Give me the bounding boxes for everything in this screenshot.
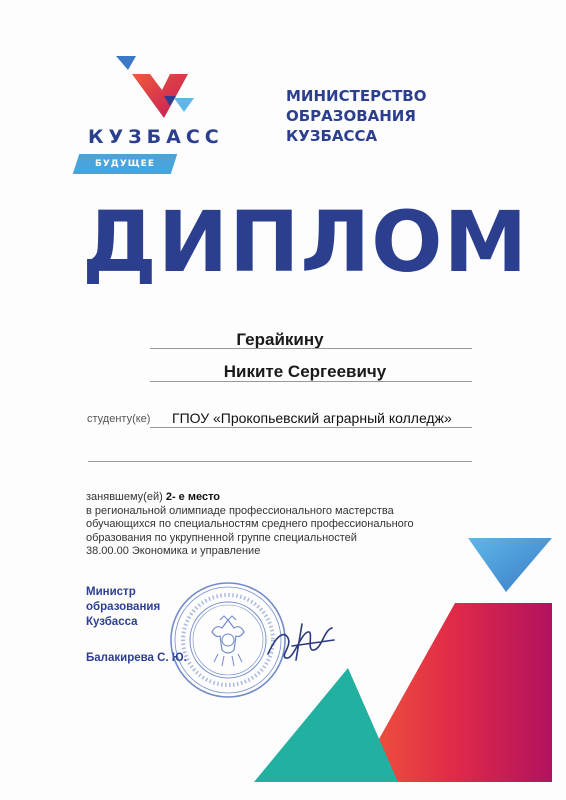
institution-name: ГПОУ «Прокопьевский аграрный колледж» (172, 410, 452, 426)
logo-badge (73, 154, 177, 174)
diploma-heading: ДИПЛОМ (82, 193, 529, 291)
award-first-line (86, 491, 466, 505)
award-line: в региональной олимпиаде профессионального мастерства (86, 504, 394, 517)
student-label: студенту(ке) (87, 413, 151, 425)
award-place: 2- е место (165, 491, 221, 503)
signer-title-line: образования (86, 601, 161, 613)
ministry-title (286, 86, 486, 146)
award-line: 38.00.00 Экономика и управление (86, 545, 261, 557)
ministry-line: ОБРАЗОВАНИЯ (286, 107, 416, 125)
kuzbass-logo (76, 56, 256, 176)
award-line: образования по укрупненной группе специальностей (86, 531, 357, 544)
ministry-line: КУЗБАССА (286, 127, 378, 145)
logo-badge-text: БУДУЩЕЕ (95, 159, 155, 169)
award-line: обучающихся по специальностям среднего профессионального (86, 518, 414, 530)
signature-icon (262, 616, 342, 666)
recipient-surname: Герайкину (236, 330, 324, 349)
ministry-line: МИНИСТЕРСТВО (286, 87, 427, 105)
award-text (86, 491, 466, 559)
blue-corner-triangle (468, 538, 552, 592)
signer-title-line: Кузбасса (86, 616, 138, 628)
institution-underline (150, 427, 472, 428)
signer-title-line: Министр (86, 586, 136, 598)
logo-wordmark: КУЗБАСС (88, 126, 224, 148)
surname-underline (150, 348, 472, 349)
recipient-given-names: Никите Сергеевичу (223, 362, 387, 381)
blank-underline (88, 461, 472, 462)
logo-mark-icon (116, 56, 206, 122)
award-prefix: занявшему(ей) (86, 491, 163, 503)
given-names-underline (150, 381, 472, 382)
signer-name: Балакирева С. Ю. (86, 652, 187, 664)
